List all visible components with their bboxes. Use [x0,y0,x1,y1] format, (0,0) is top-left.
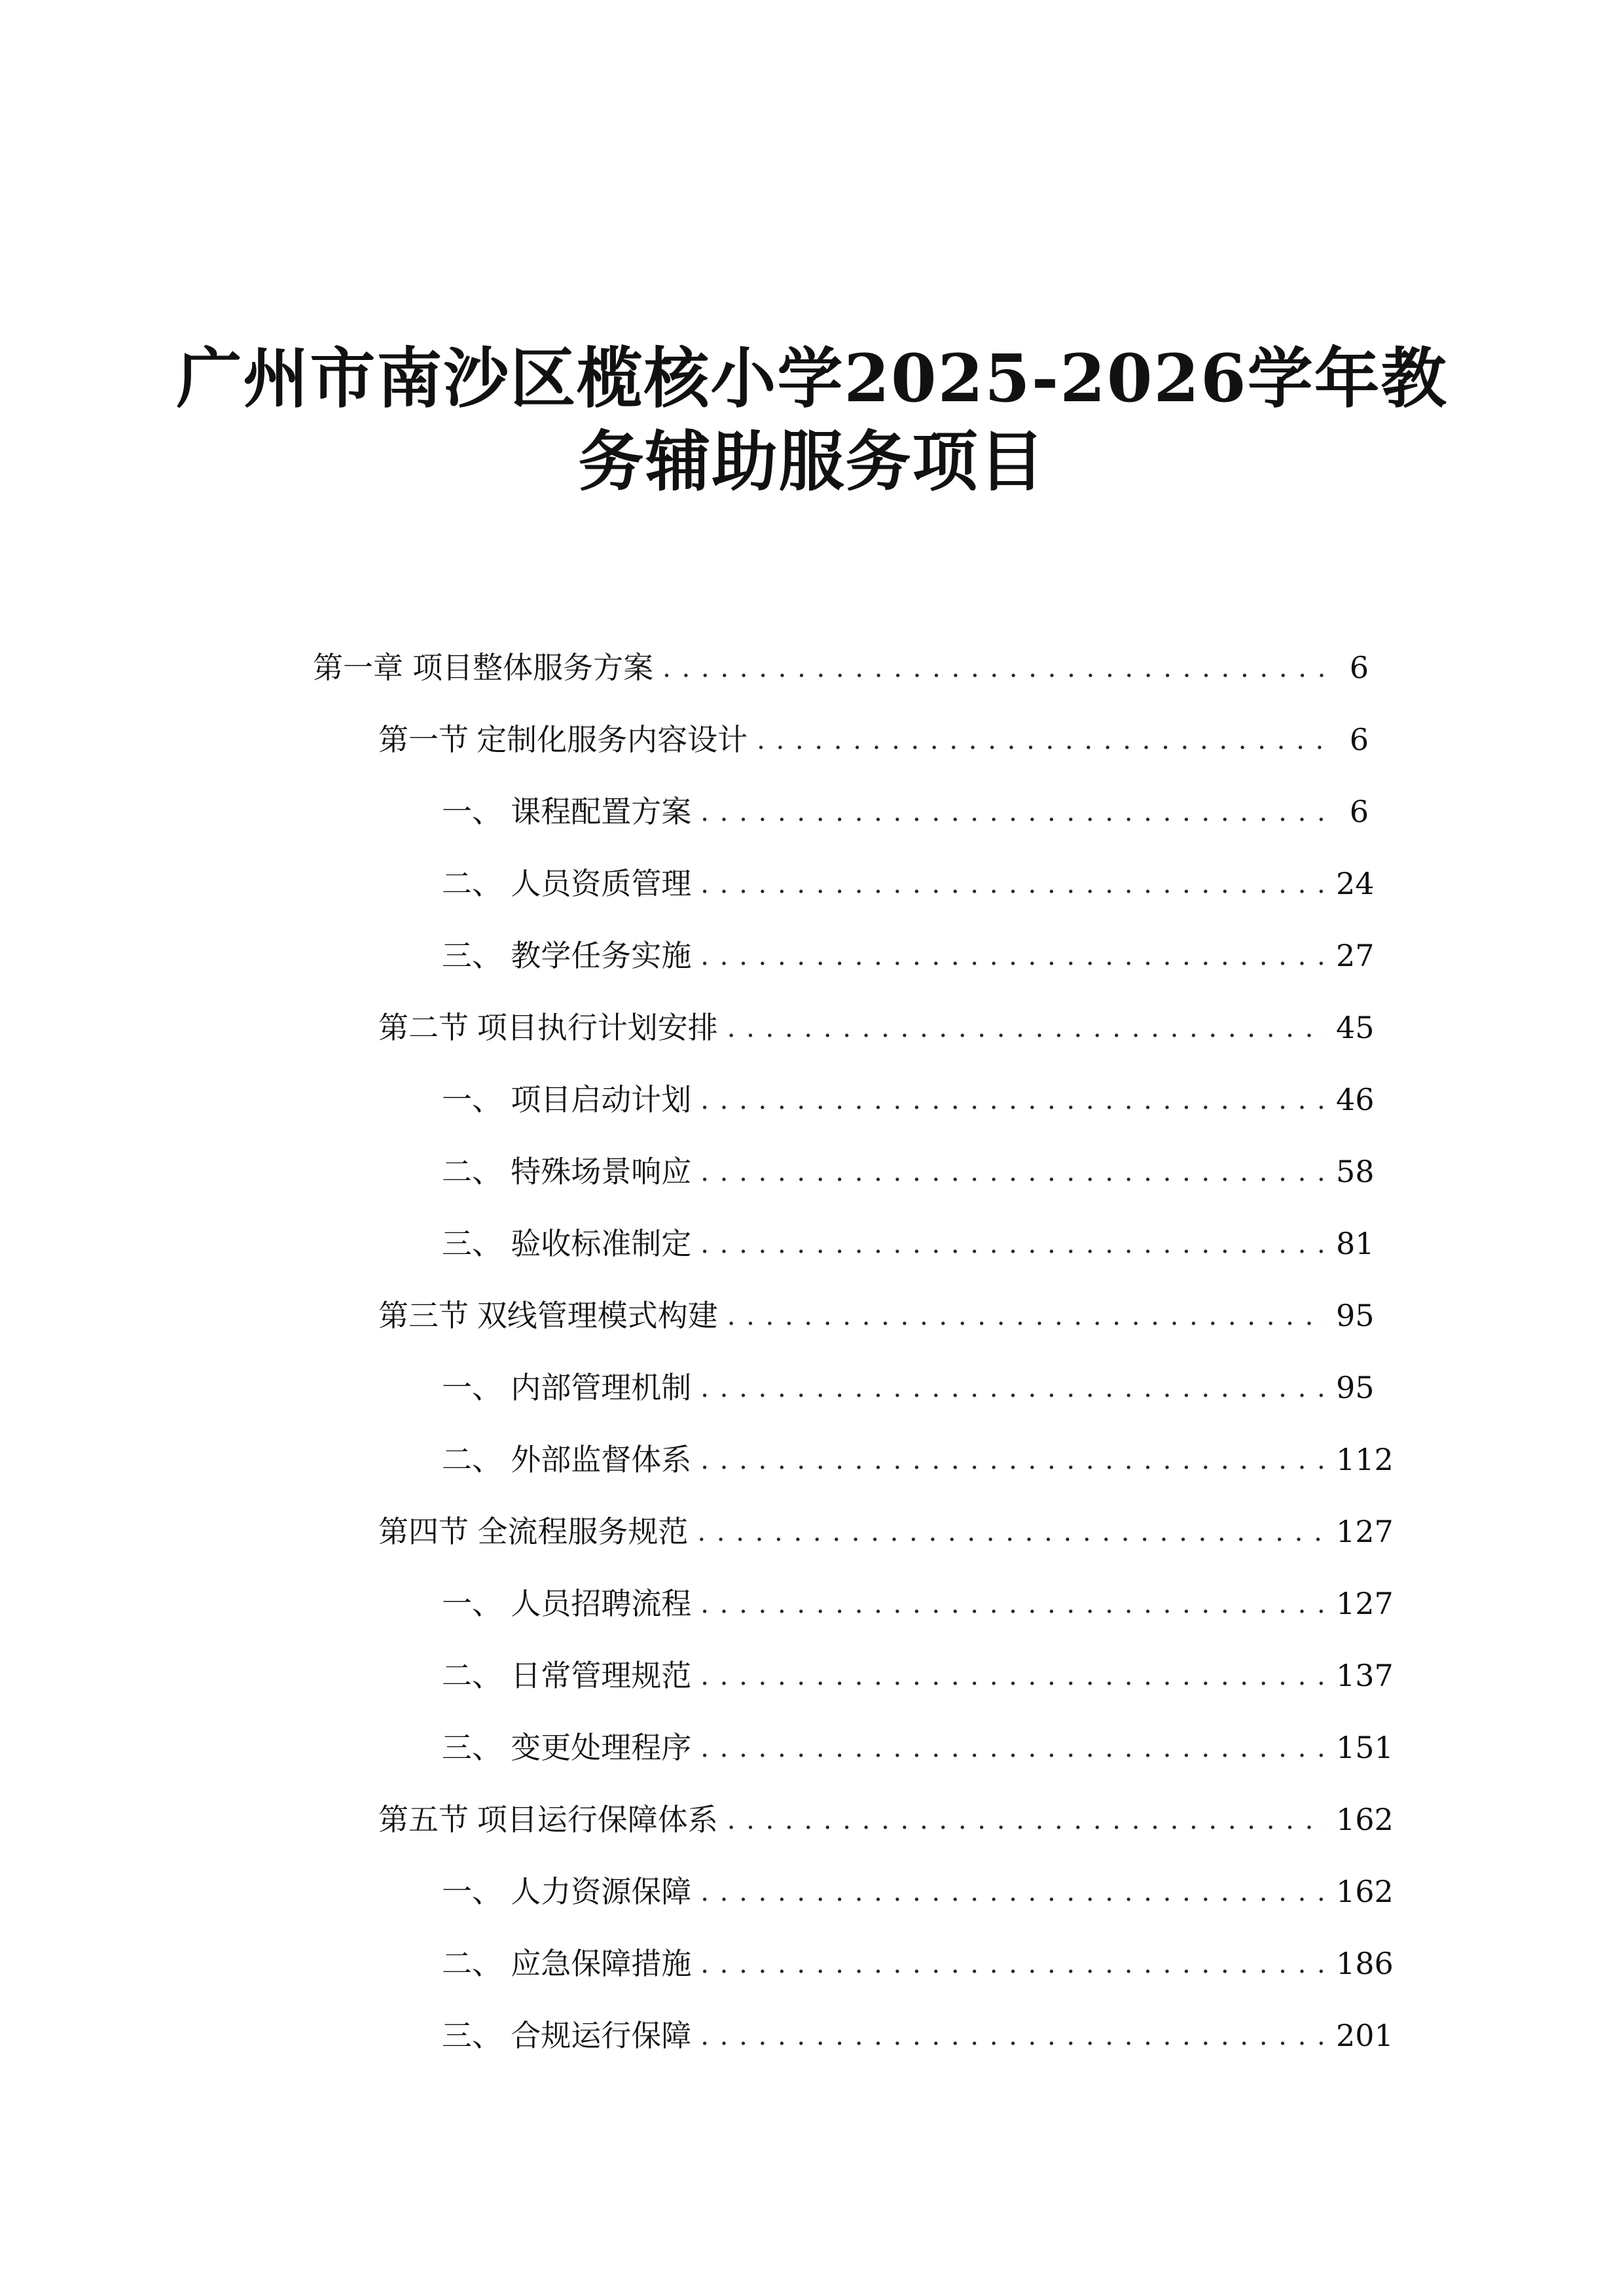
toc-entry-title: 验收标准制定 [511,1226,692,1261]
toc-entry-title: 教学任务实施 [511,938,692,973]
toc-entry-page-number: 162 [1336,1874,1394,1909]
toc-entry-title: 项目整体服务方案 [412,650,654,685]
toc-entry[interactable] [442,929,1375,975]
toc-entry[interactable] [442,1937,1394,1983]
toc-entry-title: 双线管理模式构建 [477,1298,718,1333]
toc-entry-page-number: 151 [1336,1730,1394,1765]
toc-entry[interactable] [442,1721,1394,1767]
toc-entry-title: 人员资质管理 [511,866,692,901]
toc-entry-number: 一、 [442,1586,502,1621]
toc-entry-number: 二、 [442,1442,502,1477]
toc-dot-leader [727,1297,1327,1335]
toc-entry-page-number: 81 [1336,1226,1375,1261]
toc-entry[interactable] [442,2009,1394,2055]
toc-entry-page-number: 112 [1336,1442,1394,1477]
toc-entry-page-number: 6 [1349,794,1369,829]
toc-entry-title: 合规运行保障 [511,2018,692,2053]
toc-dot-leader [700,865,1327,903]
toc-dot-leader [700,1153,1327,1191]
toc-entry-page-number: 127 [1336,1514,1394,1549]
toc-entry[interactable] [442,1433,1394,1479]
toc-entry-number: 三、 [442,1226,502,1261]
toc-dot-leader [700,1585,1327,1623]
toc-entry-page-number: 137 [1336,1658,1394,1693]
toc-dot-leader [700,1945,1327,1983]
toc-entry-title: 项目启动计划 [511,1082,692,1117]
toc-entry[interactable] [442,1361,1375,1407]
toc-entry[interactable] [378,1505,1394,1551]
toc-entry-number: 第四节 [378,1514,469,1549]
toc-entry-title: 特殊场景响应 [511,1154,692,1189]
toc-dot-leader [700,1729,1327,1767]
toc-entry-number: 一、 [442,1874,502,1909]
toc-entry[interactable] [442,1577,1394,1623]
toc-entry-page-number: 162 [1336,1802,1394,1837]
toc-entry[interactable] [442,1865,1394,1911]
toc-entry-title: 人力资源保障 [511,1874,692,1909]
toc-entry[interactable] [442,1217,1375,1263]
toc-entry-number: 第一节 [378,722,469,757]
toc-entry-number: 三、 [442,1730,502,1765]
toc-entry-title: 内部管理机制 [511,1370,692,1405]
toc-entry-title: 变更处理程序 [511,1730,692,1765]
toc-entry-title: 全流程服务规范 [477,1514,689,1549]
toc-entry-page-number: 6 [1349,650,1369,685]
toc-entry-page-number: 186 [1336,1946,1394,1981]
toc-entry-title: 日常管理规范 [511,1658,692,1693]
toc-entry-number: 第五节 [378,1802,469,1837]
toc-dot-leader [727,1009,1327,1047]
toc-entry-number: 第一章 [313,650,403,685]
toc-entry-number: 一、 [442,1370,502,1405]
toc-entry-title: 人员招聘流程 [511,1586,692,1621]
toc-dot-leader [662,649,1327,687]
toc-entry-title: 项目运行保障体系 [477,1802,718,1837]
toc-entry[interactable] [442,1649,1394,1695]
toc-dot-leader [700,793,1327,831]
toc-entry-number: 一、 [442,794,502,829]
toc-entry-page-number: 24 [1336,866,1375,901]
toc-entry-title: 外部监督体系 [511,1442,692,1477]
toc-entry[interactable] [442,785,1369,831]
toc-dot-leader [700,1225,1327,1263]
toc-entry-number: 二、 [442,866,502,901]
toc-dot-leader [727,1801,1327,1839]
toc-entry-number: 二、 [442,1154,502,1189]
toc-entry-title: 课程配置方案 [511,794,692,829]
toc-entry[interactable] [378,713,1369,759]
toc-dot-leader [700,1873,1327,1911]
toc-entry-page-number: 46 [1336,1082,1375,1117]
document-title-line-1: 广州市南沙区榄核小学2025-2026学年教 [176,340,1448,417]
toc-entry-page-number: 95 [1336,1298,1375,1333]
toc-entry-page-number: 127 [1336,1586,1394,1621]
toc-entry-number: 三、 [442,938,502,973]
toc-dot-leader [700,1369,1327,1407]
toc-entry-page-number: 95 [1336,1370,1375,1405]
toc-entry-title: 项目执行计划安排 [477,1010,718,1045]
toc-entry-page-number: 27 [1336,938,1375,973]
toc-entry-number: 第三节 [378,1298,469,1333]
toc-entry-page-number: 201 [1336,2018,1394,2053]
toc-entry[interactable] [313,641,1369,687]
toc-entry-number: 二、 [442,1946,502,1981]
toc-entry[interactable] [378,1289,1375,1335]
toc-entry[interactable] [378,1793,1394,1839]
toc-entry[interactable] [442,1145,1375,1191]
document-title-line-2: 务辅助服务项目 [578,423,1046,500]
toc-entry[interactable] [442,857,1375,903]
toc-entry[interactable] [378,1001,1375,1047]
toc-entry-number: 三、 [442,2018,502,2053]
toc-entry[interactable] [442,1073,1375,1119]
toc-entry-page-number: 45 [1336,1010,1375,1045]
toc-entry-page-number: 58 [1336,1154,1375,1189]
toc-dot-leader [700,937,1327,975]
toc-dot-leader [697,1513,1327,1551]
toc-entry-number: 二、 [442,1658,502,1693]
toc-entry-title: 应急保障措施 [511,1946,692,1981]
toc-dot-leader [700,1657,1327,1695]
toc-dot-leader [700,1441,1327,1479]
toc-dot-leader [700,1081,1327,1119]
toc-entry-page-number: 6 [1349,722,1369,757]
toc-entry-title: 定制化服务内容设计 [477,722,748,757]
toc-dot-leader [700,2017,1327,2055]
toc-entry-number: 一、 [442,1082,502,1117]
toc-dot-leader [757,721,1327,759]
toc-entry-number: 第二节 [378,1010,469,1045]
